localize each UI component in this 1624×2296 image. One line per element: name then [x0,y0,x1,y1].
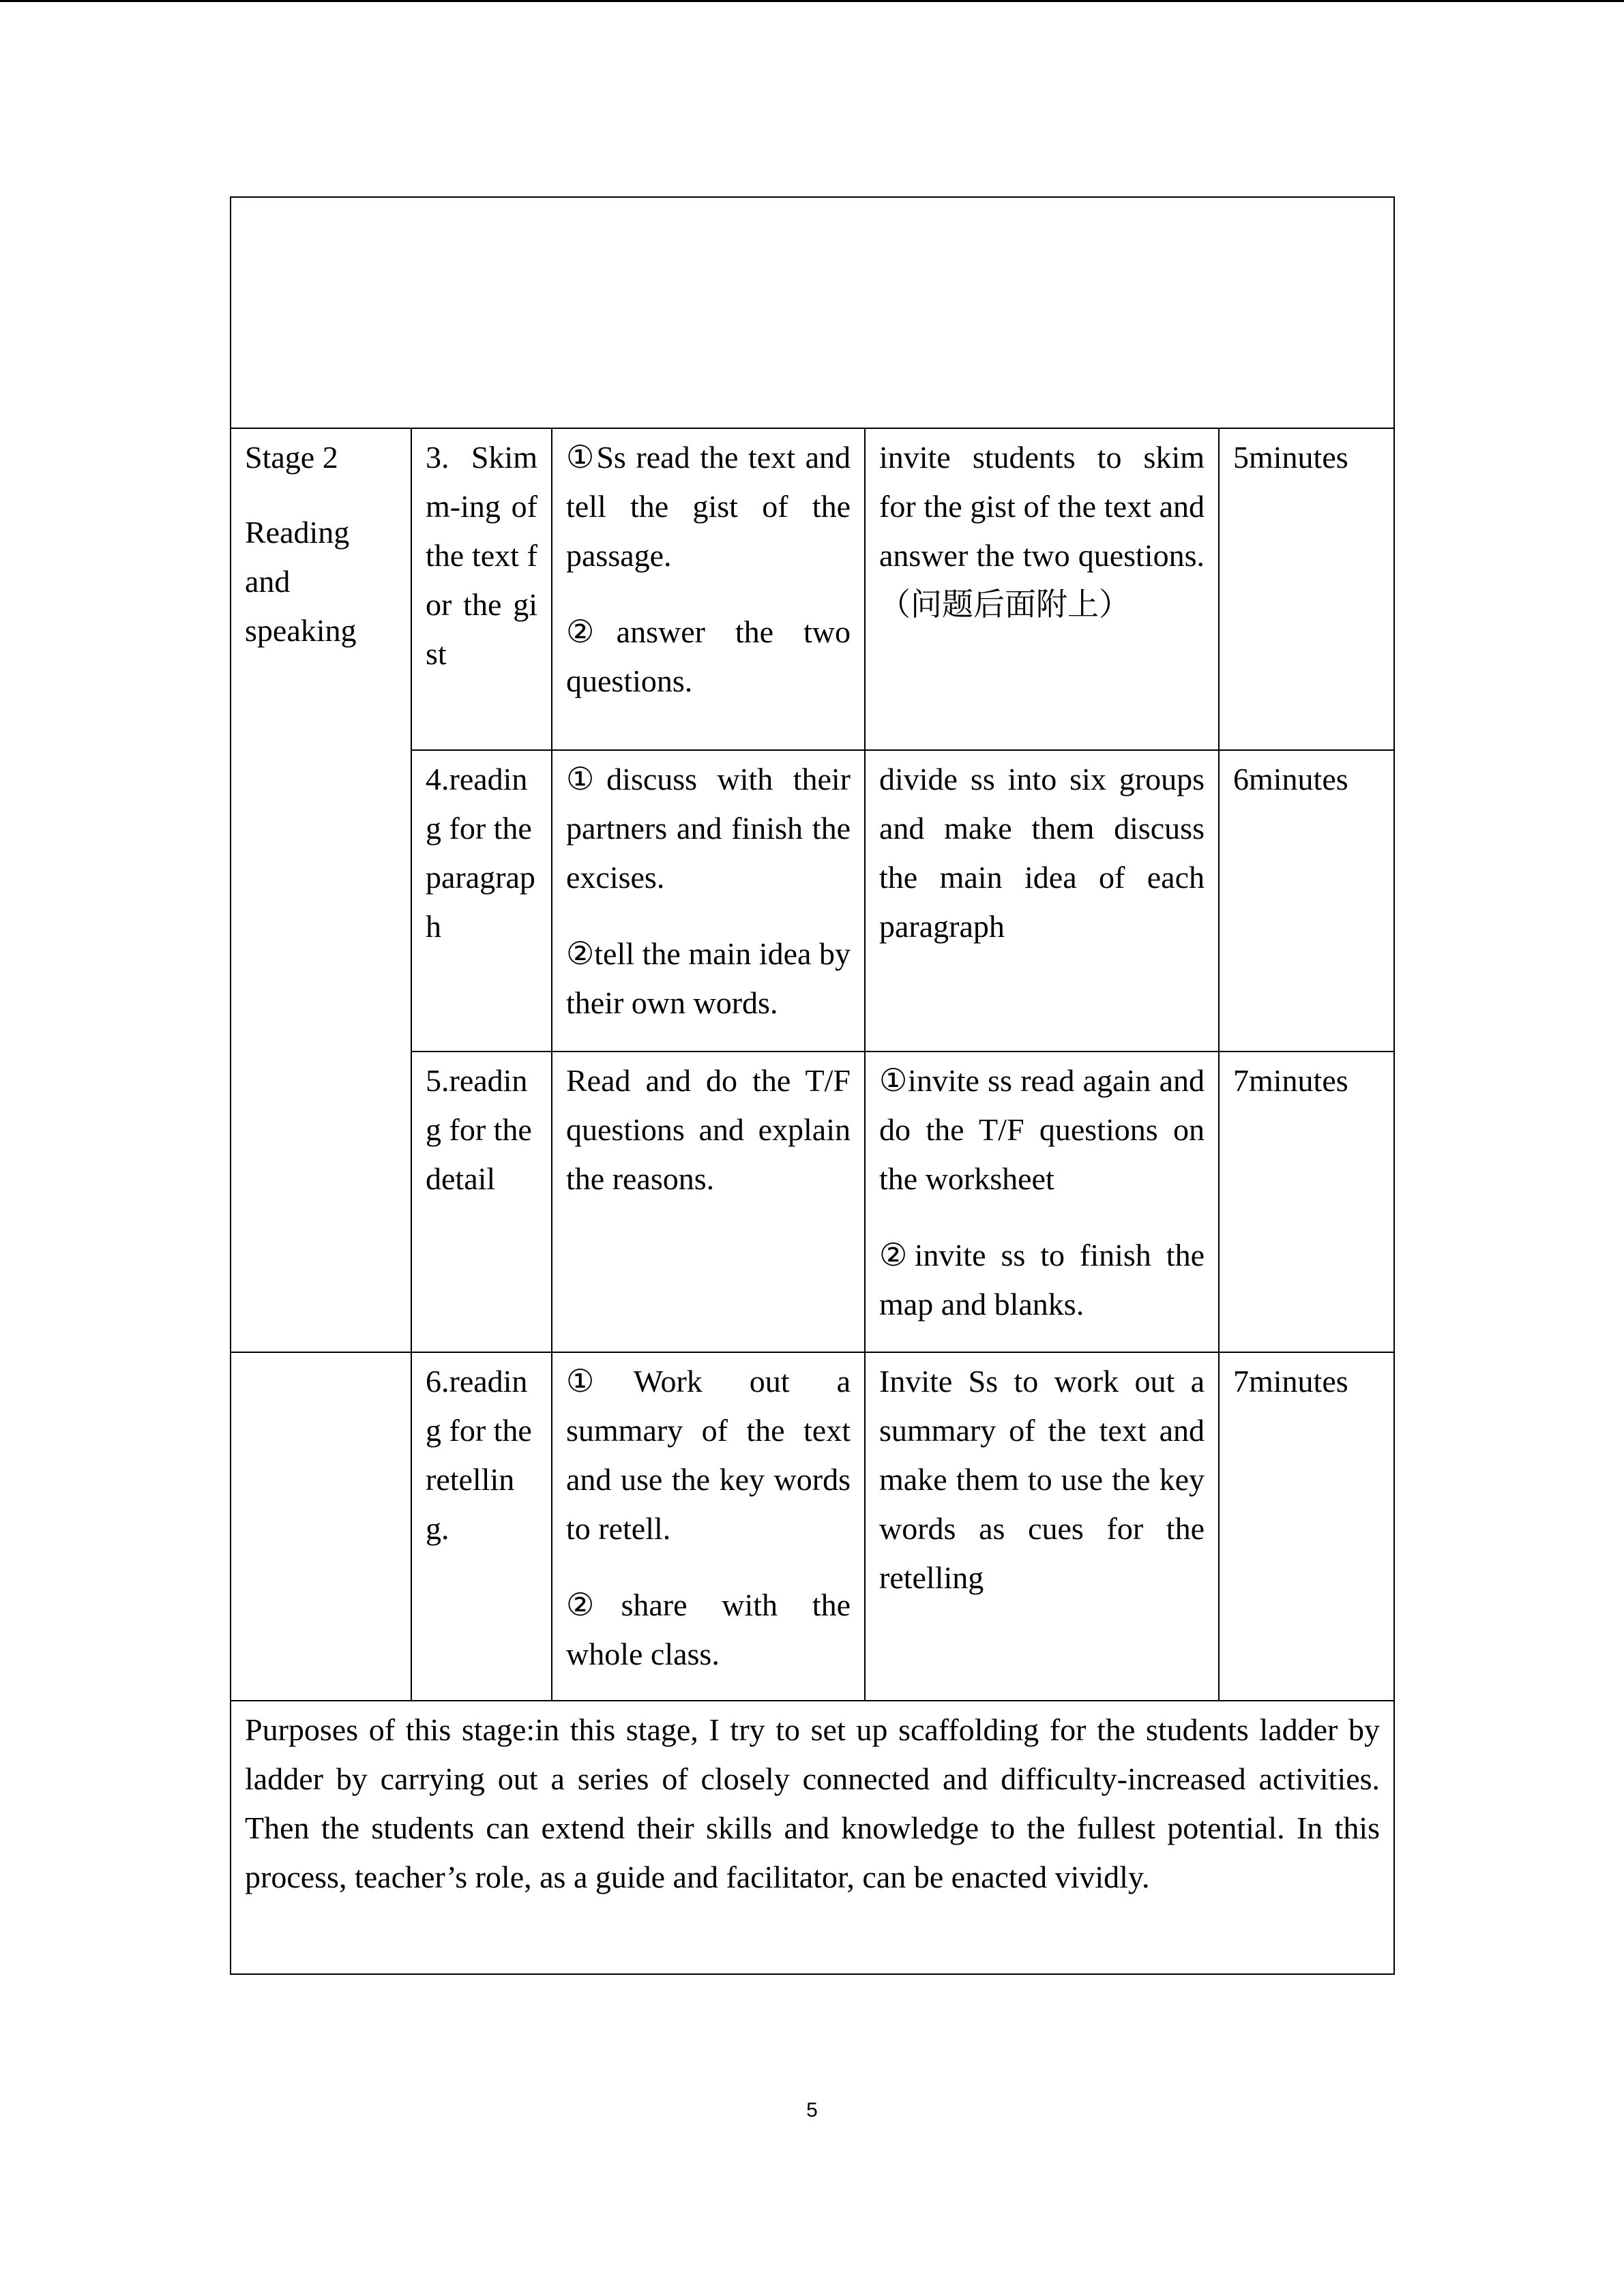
student-activity-item: ②tell the main idea by their own words. [566,936,851,1020]
step-cell: 3. Skimm-ing of the text for the gist [411,428,552,750]
student-activity-item: ②share with the whole class. [566,1587,851,1671]
time-cell: 7minutes [1219,1052,1394,1352]
teacher-activity-item: Invite Ss to work out a summary of the text and make them to use the key words as cues for the retelling [879,1364,1205,1595]
student-activity-cell [552,750,865,1052]
teacher-activity-cell [865,1352,1219,1701]
student-activity-cell [552,1052,865,1352]
teacher-activity-item: divide ss into six groups and make them discuss the main idea of each paragraph [879,762,1205,944]
teacher-activity-item: ②invite ss to finish the map and blanks. [879,1238,1205,1322]
teacher-activity-item: ①invite ss read again and do the T/F questions on the worksheet [879,1063,1205,1196]
student-activity-item: ②answer the two questions. [566,614,851,698]
empty-header-row [231,197,1394,428]
teacher-activity-cell [865,1052,1219,1352]
stage-label: Stage 2 [245,440,338,475]
top-border-line [0,0,1624,2]
table-row [231,428,1394,750]
step-cell: 6.reading for the retelling. [411,1352,552,1701]
stage-name: Reading and speaking [245,515,357,648]
teacher-activity-cell [865,428,1219,750]
purposes-text: Purposes of this stage:in this stage, I try to set up scaffolding for the students ladder by ladder by carrying out a series of closely connected and difficulty-increased activities. Then the students can extend their skills and knowledge to the fullest potential. In this process, teacher’s role, as a guide and facilitator, can be enacted vividly. [231,1701,1394,1974]
purposes-row [231,1701,1394,1974]
teacher-activity-item: invite students to skim for the gist of the text and answer the two questions.（问题后面附上） [879,440,1205,622]
lesson-plan-table [230,196,1395,1975]
stage-cell-empty [231,1352,411,1701]
table-row [231,1352,1394,1701]
step-cell: 4.reading for the paragraph [411,750,552,1052]
page-number: 5 [806,2099,818,2121]
student-activity-item: Read and do the T/F questions and explain the reasons. [566,1063,851,1196]
time-cell: 5minutes [1219,428,1394,750]
student-activity-cell [552,428,865,750]
student-activity-item: ①Ss read the text and tell the gist of the passage. [566,440,851,573]
stage-cell [231,428,411,1352]
step-cell: 5.reading for the detail [411,1052,552,1352]
teacher-activity-cell [865,750,1219,1052]
student-activity-item: ①Work out a summary of the text and use the key words to retell. [566,1364,851,1546]
time-cell: 6minutes [1219,750,1394,1052]
empty-cell [231,197,1394,428]
student-activity-item: ①discuss with their partners and finish the excises. [566,762,851,895]
time-cell: 7minutes [1219,1352,1394,1701]
student-activity-cell [552,1352,865,1701]
